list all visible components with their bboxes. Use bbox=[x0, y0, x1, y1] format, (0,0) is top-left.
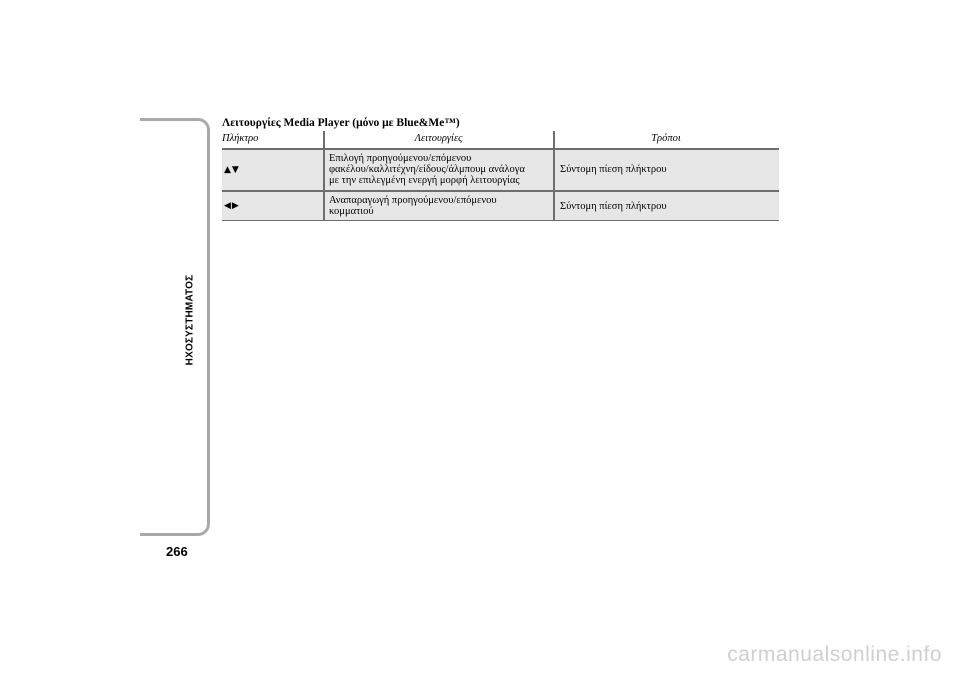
column-divider bbox=[323, 131, 325, 220]
function-line: με την επιλεγμένη ενεργή μορφή λειτουργίας bbox=[329, 175, 520, 186]
chapter-side-title: ΗΧΟΣΥΣΤΗΜΑΤΟΣ bbox=[184, 274, 196, 366]
function-line: Επιλογή προηγούμενου/επόμενου bbox=[329, 153, 472, 164]
header-key: Πλήκτρο bbox=[222, 133, 259, 144]
page-margin-frame bbox=[140, 118, 210, 536]
row-function-text bbox=[329, 153, 554, 186]
section-title: Λειτουργίες Media Player (μόνο με Blue&Me™) bbox=[222, 117, 460, 129]
function-line: φακέλου/καλλιτέχνη/είδους/άλμπουμ ανάλογα bbox=[329, 164, 525, 175]
watermark: carmanualsonline.info bbox=[727, 643, 942, 666]
media-player-functions-table bbox=[222, 131, 779, 221]
column-divider bbox=[553, 131, 555, 220]
up-down-arrow-key-icon: ▲▼ bbox=[224, 165, 240, 175]
row-mode-text: Σύντομη πίεση πλήκτρου bbox=[560, 164, 667, 175]
row-mode-text: Σύντομη πίεση πλήκτρου bbox=[560, 201, 667, 212]
table-header-row bbox=[222, 131, 779, 148]
table-row bbox=[222, 190, 779, 221]
header-modes: Τρόποι bbox=[651, 133, 681, 144]
row-function-text bbox=[329, 195, 554, 217]
header-functions: Λειτουργίες bbox=[414, 133, 463, 144]
function-line: Αναπαραγωγή προηγούμενου/επόμενου bbox=[329, 195, 497, 206]
table-row bbox=[222, 148, 779, 190]
function-line: κομματιού bbox=[329, 206, 374, 217]
left-right-arrow-key-icon: ◀▶ bbox=[224, 201, 240, 211]
page-number: 266 bbox=[166, 544, 188, 559]
